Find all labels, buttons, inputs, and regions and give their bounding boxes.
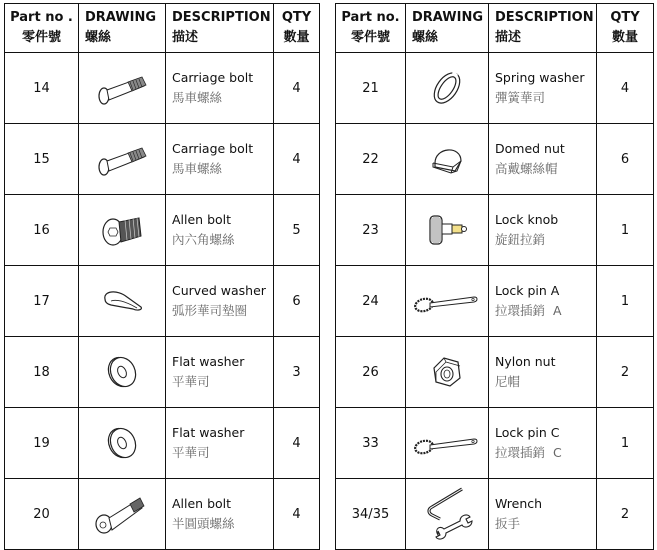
description-cell: Carriage bolt 馬車螺絲 [166, 124, 274, 195]
header-description: DESCRIPTION 描述 [489, 4, 597, 53]
quantity: 5 [274, 195, 320, 266]
header-qty: QTY 數量 [274, 4, 320, 53]
drawing-cell [406, 195, 489, 266]
header-description: DESCRIPTION 描述 [166, 4, 274, 53]
quantity: 6 [274, 266, 320, 337]
description-cell: Nylon nut 尼帽 [489, 337, 597, 408]
drawing-cell [406, 53, 489, 124]
quantity: 4 [274, 408, 320, 479]
quantity: 2 [597, 337, 654, 408]
part-number: 33 [336, 408, 406, 479]
table-row [336, 408, 654, 479]
parts-table-right [335, 3, 654, 550]
quantity: 4 [274, 53, 320, 124]
table-row [5, 408, 320, 479]
parts-table-left [4, 3, 320, 550]
header-row [5, 4, 320, 53]
part-number: 17 [5, 266, 79, 337]
table-row [5, 195, 320, 266]
drawing-cell [406, 337, 489, 408]
part-number: 14 [5, 53, 79, 124]
lock-pin-icon [412, 421, 482, 465]
table-row [336, 53, 654, 124]
drawing-cell [406, 479, 489, 550]
description-cell: Wrench 扳手 [489, 479, 597, 550]
description-cell: Lock pin A 拉環插銷 A [489, 266, 597, 337]
drawing-cell [79, 53, 166, 124]
drawing-cell [79, 408, 166, 479]
header-part-no: Part no. 零件號 [336, 4, 406, 53]
part-number: 22 [336, 124, 406, 195]
quantity: 6 [597, 124, 654, 195]
part-number: 18 [5, 337, 79, 408]
part-number: 20 [5, 479, 79, 550]
drawing-cell [79, 266, 166, 337]
part-number: 34/35 [336, 479, 406, 550]
description-cell: Carriage bolt 馬車螺絲 [166, 53, 274, 124]
description-cell: Flat washer 平華司 [166, 408, 274, 479]
drawing-cell [406, 124, 489, 195]
drawing-cell [79, 479, 166, 550]
header-row [336, 4, 654, 53]
domed-nut-icon [427, 137, 467, 181]
carriage-bolt-icon [92, 137, 152, 181]
part-number: 21 [336, 53, 406, 124]
table-row [336, 195, 654, 266]
description-cell: Allen bolt 內六角螺絲 [166, 195, 274, 266]
table-row [5, 53, 320, 124]
allen-bolt-long-icon [92, 490, 152, 538]
carriage-bolt-icon [92, 66, 152, 110]
flat-washer-icon [99, 348, 145, 396]
description-cell: Flat washer 平華司 [166, 337, 274, 408]
lock-knob-icon [424, 206, 470, 254]
lock-pin-icon [412, 279, 482, 323]
quantity: 1 [597, 408, 654, 479]
description-cell: Lock knob 旋鈕拉銷 [489, 195, 597, 266]
quantity: 1 [597, 195, 654, 266]
part-number: 24 [336, 266, 406, 337]
table-row [336, 124, 654, 195]
quantity: 4 [274, 479, 320, 550]
part-number: 16 [5, 195, 79, 266]
quantity: 3 [274, 337, 320, 408]
quantity: 2 [597, 479, 654, 550]
table-row [336, 337, 654, 408]
table-row [5, 124, 320, 195]
allen-bolt-short-icon [97, 206, 147, 254]
quantity: 4 [597, 53, 654, 124]
description-cell: Lock pin C 拉環插銷 C [489, 408, 597, 479]
header-drawing: DRAWING 螺絲 [406, 4, 489, 53]
description-cell: Allen bolt 半圓頭螺絲 [166, 479, 274, 550]
table-row [5, 479, 320, 550]
nylon-nut-icon [426, 348, 468, 396]
quantity: 1 [597, 266, 654, 337]
header-part-no: Part no . 零件號 [5, 4, 79, 53]
wrench-icon [416, 485, 478, 543]
table-row [336, 479, 654, 550]
part-number: 15 [5, 124, 79, 195]
description-cell: Curved washer 弧形華司墊圈 [166, 266, 274, 337]
drawing-cell [406, 266, 489, 337]
part-number: 26 [336, 337, 406, 408]
description-cell: Spring washer 彈簧華司 [489, 53, 597, 124]
drawing-cell [79, 337, 166, 408]
table-row [336, 266, 654, 337]
part-number: 23 [336, 195, 406, 266]
header-drawing: DRAWING 螺絲 [79, 4, 166, 53]
drawing-cell [406, 408, 489, 479]
drawing-cell [79, 124, 166, 195]
description-cell: Domed nut 高戴螺絲帽 [489, 124, 597, 195]
table-row [5, 337, 320, 408]
table-row [5, 266, 320, 337]
header-qty: QTY 數量 [597, 4, 654, 53]
drawing-cell [79, 195, 166, 266]
flat-washer-icon [99, 419, 145, 467]
part-number: 19 [5, 408, 79, 479]
curved-washer-icon [97, 279, 147, 323]
quantity: 4 [274, 124, 320, 195]
spring-washer-icon [425, 64, 469, 112]
